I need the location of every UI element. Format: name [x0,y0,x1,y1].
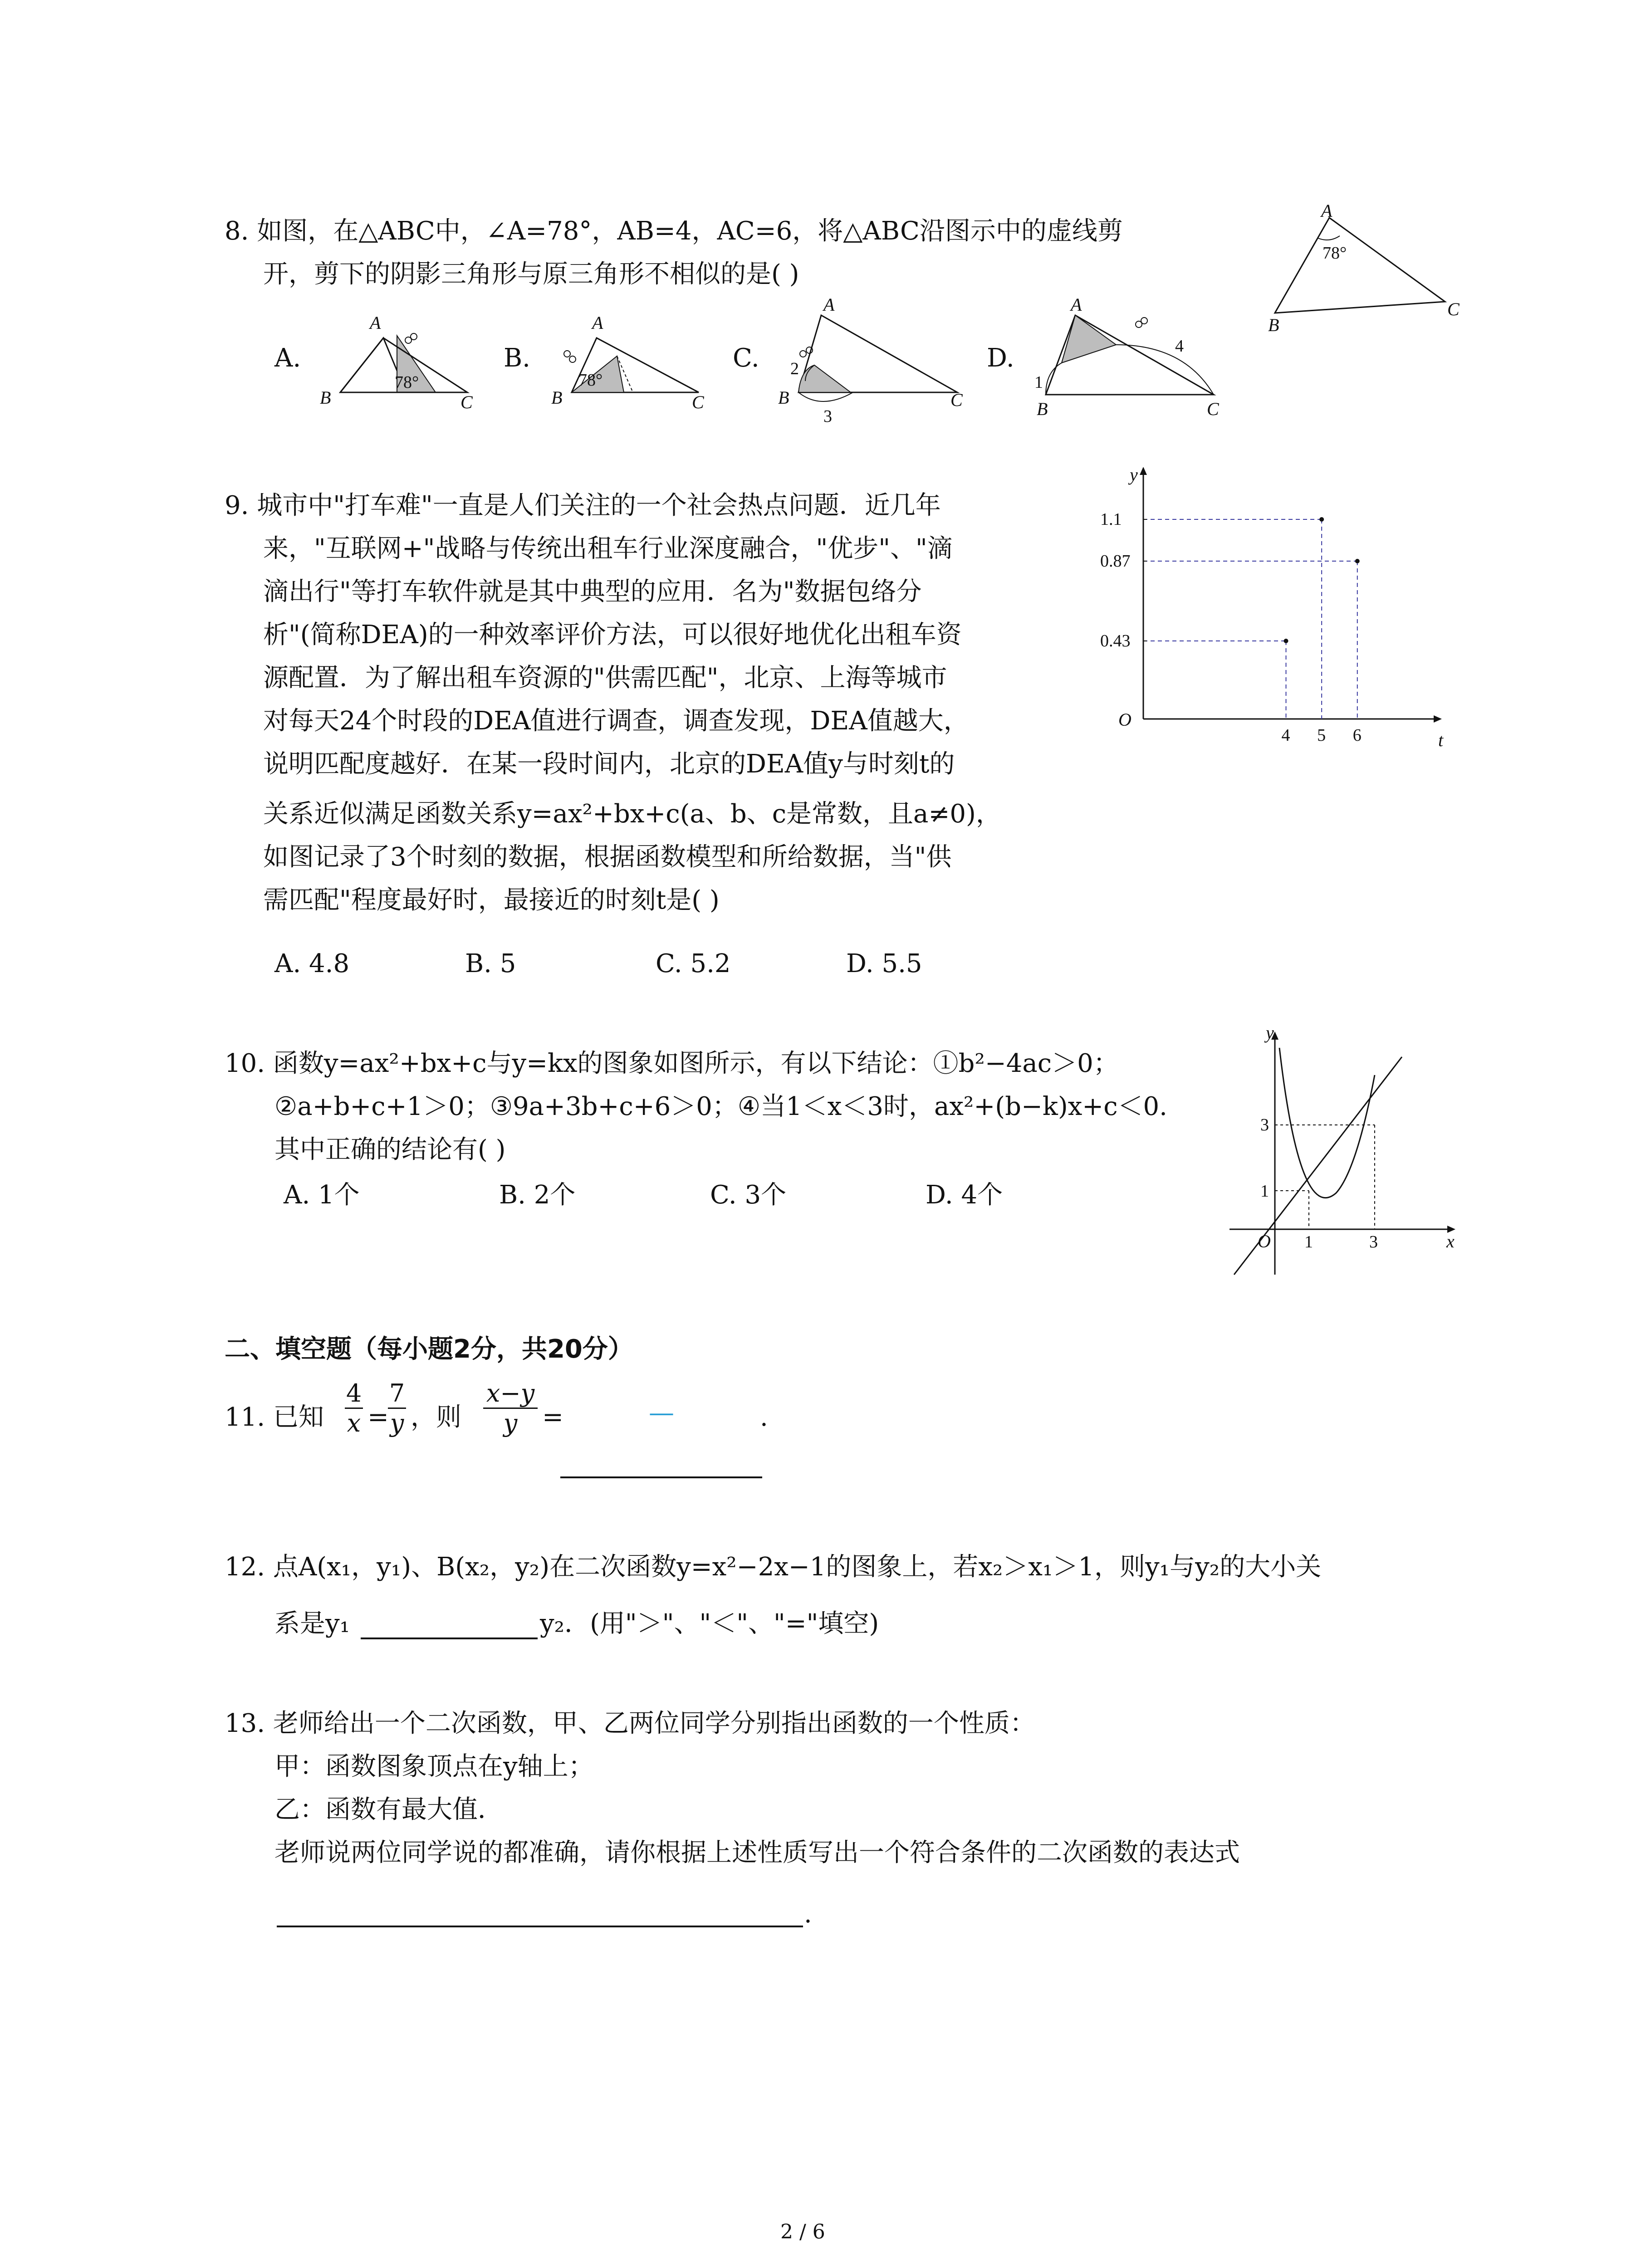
q10-line1: 10. 函数y=ax²+bx+c与y=kx的图象如图所示，有以下结论：①b²−4ac＞0； [225,1049,1119,1078]
svg-text:C: C [1207,399,1219,419]
q8-option-c[interactable]: C. [733,343,759,373]
q9-line-10: 需匹配"程度最好时，最接近的时刻t是( ) [263,885,720,915]
q10-option-a[interactable]: A. 1个 [284,1180,360,1210]
svg-text:x: x [1446,1231,1455,1251]
svg-text:A: A [592,313,603,333]
label-angle: 78° [1323,244,1347,263]
q9-line-4: 析"(简称DEA)的一种效率评价方法，可以很好地优化出租车资 [263,620,962,650]
svg-text:A: A [1071,294,1082,315]
q8-line1: 8. 如图，在△ABC中，∠A=78°，AB=4，AC=6，将△ABC沿图示中的虚线剪 [225,216,1123,246]
q10-graph [1220,1030,1465,1284]
svg-text:4: 4 [1175,337,1184,356]
svg-text:B: B [778,387,789,408]
q12-line1: 12. 点A(x₁，y₁)、B(x₂，y₂)在二次函数y=x²−2x−1的图象上，若x₂＞x₁＞1，则y₁与y₂的大小关 [225,1552,1322,1582]
q10-line2: ②a+b+c+1＞0；③9a+3b+c+6＞0；④当1＜x＜3时，ax²+(b−k)x+c＜0. [274,1092,1167,1121]
label-A: A [1321,200,1332,221]
q9-line-2: 来，"互联网+"战略与传统出租车行业深度融合，"优步"、"滴 [263,534,953,563]
q10-option-c[interactable]: C. 3个 [710,1180,787,1210]
q13-line1: 13. 老师给出一个二次函数，甲、乙两位同学分别指出函数的一个性质： [225,1709,1035,1738]
q12-line2-post: y₂．(用"＞"、"＜"、"="填空) [540,1609,879,1638]
x-tick-2: 6 [1352,726,1362,745]
svg-text:1: 1 [1034,373,1043,392]
x-tick-0: 4 [1281,726,1290,745]
svg-text:C: C [692,392,704,412]
q8-figure-c [771,290,989,426]
x-axis-label: t [1438,730,1444,748]
q9-option-d[interactable]: D. 5.5 [846,949,922,978]
q11-answer-blank[interactable] [560,1476,762,1478]
q9-line-8: 关系近似满足函数关系y=ax²+bx+c(a、b、c是常数，且a≠0)， [263,799,1001,829]
data-point-1 [1319,517,1324,522]
svg-text:3: 3 [1369,1232,1378,1251]
q8-option-d[interactable]: D. [987,343,1014,373]
svg-text:y: y [1266,1030,1274,1043]
q13-line4: 老师说两位同学说的都准确，请你根据上述性质写出一个符合条件的二次函数的表达式 [274,1838,1240,1867]
q8-figure-b [544,308,726,422]
q12-answer-blank[interactable] [361,1637,538,1639]
q9-line-3: 滴出行"等打车软件就是其中典型的应用．名为"数据包络分 [263,577,922,606]
y-tick-2: 0.43 [1100,631,1131,650]
q10-option-b[interactable]: B. 2个 [499,1180,576,1210]
svg-text:2: 2 [790,359,799,378]
x-axis-arrow [1434,715,1442,723]
q9-line-7: 说明匹配度越好．在某一段时间内，北京的DEA值y与时刻t的 [263,749,955,779]
svg-text:A: A [823,294,835,315]
q9-line-6: 对每天24个时段的DEA值进行调查，调查发现，DEA值越大， [263,706,969,736]
parabola-curve [1279,1048,1375,1198]
q9-graph [1098,467,1461,748]
svg-text:78°: 78° [395,373,419,392]
q9-line-9: 如图记录了3个时刻的数据，根据函数模型和所给数据，当"供 [263,842,952,872]
svg-text:3: 3 [823,407,832,426]
q13-line2: 甲：函数图象顶点在y轴上； [274,1752,594,1781]
q11-frac2: $\frac{7}{y}$ [388,1379,406,1437]
q8-figure-d [1025,290,1243,426]
x-tick-1: 5 [1317,726,1326,745]
q11-answer-dash: — [649,1398,674,1427]
svg-text:1: 1 [1260,1182,1269,1201]
svg-text:C: C [950,390,963,410]
q9-option-a[interactable]: A. 4.8 [274,949,350,978]
q8-option-a[interactable]: A. [274,343,301,373]
y-tick-0: 1.1 [1100,510,1122,529]
svg-text:78°: 78° [578,371,603,390]
q11-prefix: 11. 已知 [225,1403,324,1432]
svg-text:A: A [370,313,381,333]
svg-text:1: 1 [1304,1232,1313,1251]
q9-option-c[interactable]: C. 5.2 [656,949,731,978]
svg-text:B: B [320,387,331,408]
q9-option-b[interactable]: B. 5 [465,949,516,978]
data-point-2 [1355,559,1360,563]
page-number: 2 / 6 [780,2220,825,2244]
q11-frac3: $\frac{x-y}{y}$ [483,1379,538,1437]
svg-text:B: B [1037,399,1048,419]
svg-text:O: O [1258,1231,1271,1251]
q10-option-d[interactable]: D. 4个 [926,1180,1003,1210]
y-axis-arrow [1140,467,1147,475]
svg-text:3: 3 [1260,1115,1269,1134]
q12-line2-pre: 系是y₁ [274,1609,350,1638]
q9-chart-plot [1100,467,1444,748]
y-axis-label: y [1130,467,1138,485]
svg-text:B: B [551,387,563,408]
q13-line3: 乙：函数有最大值． [274,1795,503,1824]
q8-option-b[interactable]: B. [504,343,530,373]
q8-main-figure [1266,200,1470,345]
label-C: C [1447,299,1460,319]
q10-line3: 其中正确的结论有( ) [274,1135,506,1164]
q9-line-1: 9. 城市中"打车难"一直是人们关注的一个社会热点问题．近几年 [225,491,941,520]
q8-line2: 开，剪下的阴影三角形与原三角形不相似的是( ) [263,259,799,289]
q8-figure-a [313,308,495,422]
data-point-0 [1284,639,1288,643]
y-tick-1: 0.87 [1100,552,1131,571]
svg-text:C: C [460,392,473,412]
q11-frac1: $\frac{4}{x}$ [345,1379,363,1437]
q13-answer-blank[interactable] [277,1926,803,1927]
section2-heading: 二、填空题（每小题2分，共20分） [225,1334,633,1364]
origin-label: O [1118,709,1132,730]
q9-line-5: 源配置．为了解出租车资源的"供需匹配"，北京、上海等城市 [263,663,947,693]
label-B: B [1268,315,1279,335]
